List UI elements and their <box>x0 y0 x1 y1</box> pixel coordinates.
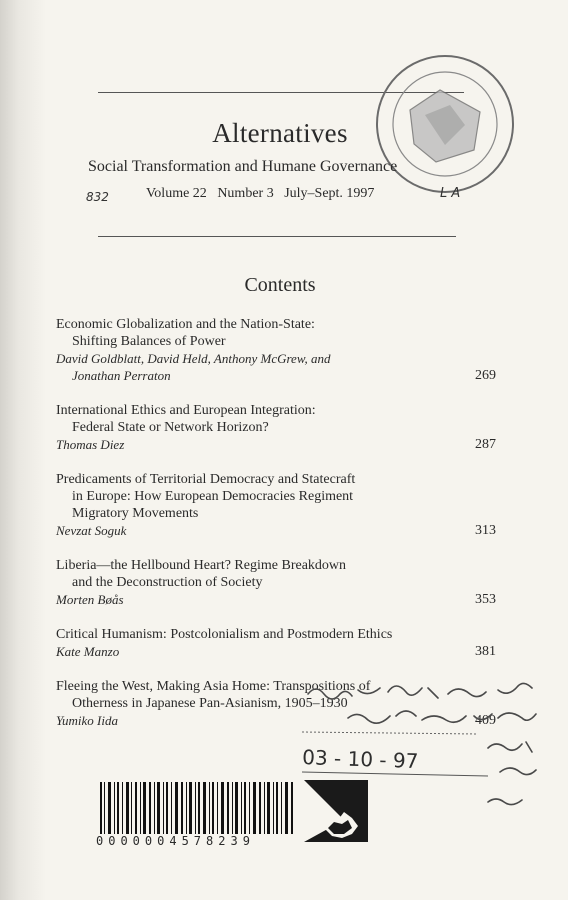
handwritten-note-left: 832 <box>86 190 109 204</box>
contents-heading: Contents <box>244 274 316 296</box>
journal-subtitle: Social Transformation and Humane Governance <box>88 158 398 175</box>
toc-title-line: Liberia—the Hellbound Heart? Regime Breakdown <box>56 558 347 573</box>
handwritten-note-right: L A <box>440 186 461 201</box>
toc-title-line: International Ethics and European Integration: <box>56 403 316 418</box>
issue-volume: Volume 22 <box>146 186 207 201</box>
toc-title-line: Critical Humanism: Postcolonialism and Postmodern Ethics <box>56 627 393 642</box>
toc-title-line: Economic Globalization and the Nation-State: <box>56 317 315 332</box>
bottom-rule <box>98 236 456 237</box>
toc-author: Thomas Diez <box>56 437 125 452</box>
issue-date: July–Sept. 1997 <box>284 186 375 201</box>
journal-title: Alternatives <box>212 118 348 148</box>
table-of-contents <box>56 316 496 729</box>
toc-page-number: 353 <box>475 592 496 607</box>
toc-title-line: Otherness in Japanese Pan-Asianism, 1905–1930 <box>72 696 348 711</box>
publisher-logo-icon <box>304 780 368 842</box>
toc-page-number: 287 <box>475 437 496 452</box>
toc-title-line: and the Deconstruction of Society <box>72 575 263 590</box>
barcode-number: 0000004578239 <box>96 834 255 848</box>
toc-page-number: 381 <box>475 644 496 659</box>
toc-title-line: Fleeing the West, Making Asia Home: Transpositions of <box>56 679 371 694</box>
toc-title-line: Migratory Movements <box>72 506 199 521</box>
toc-entry <box>56 626 496 660</box>
registration-date: 03 - 10 - 97 <box>301 745 419 774</box>
toc-entry <box>56 557 496 608</box>
toc-author: Kate Manzo <box>56 644 120 659</box>
issue-number: Number 3 <box>217 186 274 201</box>
toc-author: Yumiko Iida <box>56 713 118 728</box>
toc-entry <box>56 471 496 539</box>
barcode <box>96 782 296 834</box>
toc-author: Morten Bøås <box>56 592 124 607</box>
toc-author: David Goldblatt, David Held, Anthony McGrew, and <box>56 351 331 366</box>
toc-title-line: Federal State or Network Horizon? <box>72 420 269 435</box>
toc-author: Nevzat Soguk <box>56 523 127 538</box>
toc-page-number: 313 <box>475 523 496 538</box>
toc-page-number: 409 <box>475 713 496 728</box>
toc-title-line: in Europe: How European Democracies Regiment <box>72 489 354 504</box>
toc-page-number: 269 <box>475 368 496 383</box>
issue-line <box>146 186 374 202</box>
toc-entry <box>56 402 496 453</box>
toc-title-line: Shifting Balances of Power <box>72 334 226 349</box>
toc-entry <box>56 316 496 384</box>
toc-author: Jonathan Perraton <box>72 368 171 383</box>
toc-title-line: Predicaments of Territorial Democracy and Statecraft <box>56 472 356 487</box>
